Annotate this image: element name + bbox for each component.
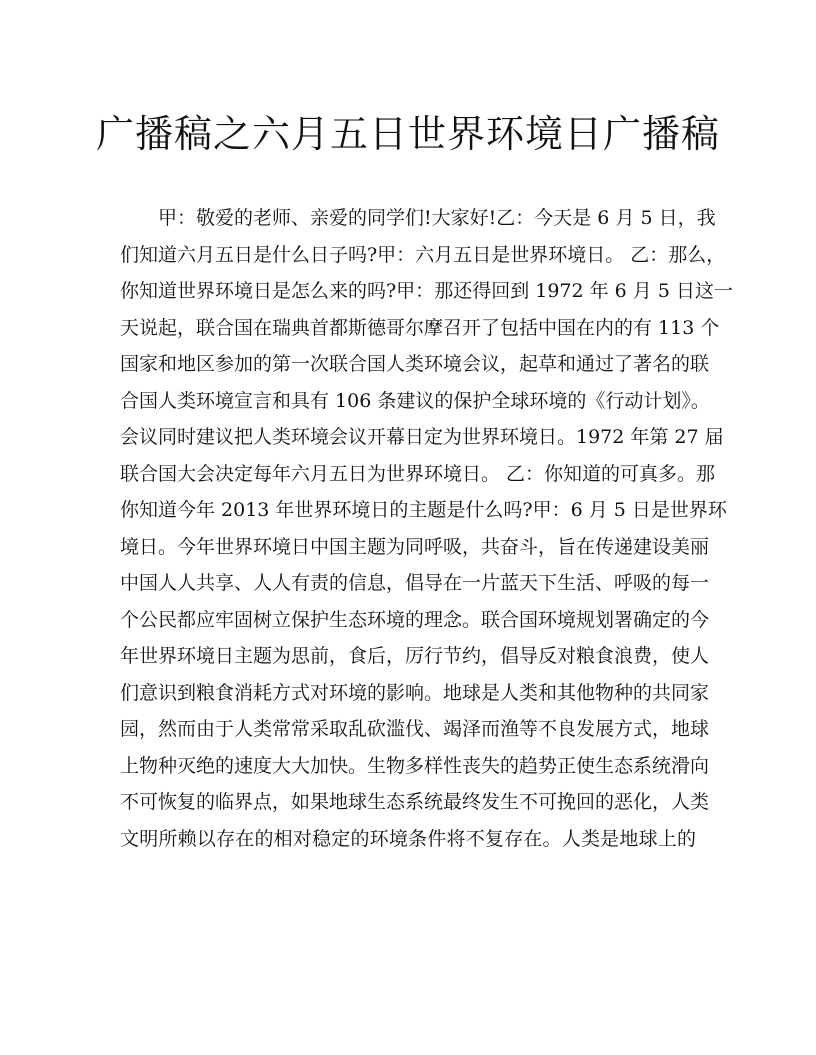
body-line-4: 天说起，联合国在瑞典首都斯德哥尔摩召开了包括中国在内的有 113 个	[120, 316, 720, 339]
body-line-6: 合国人类环境宣言和具有 106 条建议的保护全球环境的《行动计划》。	[120, 389, 710, 412]
body-line-18: 文明所赖以存在的相对稳定的环境条件将不复存在。人类是地球上的	[120, 827, 696, 850]
body-line-3: 你知道世界环境日是怎么来的吗?甲：那还得回到 1972 年 6 月 5 日这一	[120, 280, 733, 302]
body-line-12: 个公民都应牢固树立保护生态环境的理念。联合国环境规划署确定的今	[120, 608, 710, 631]
body-line-7: 会议同时建议把人类环境会议开幕日定为世界环境日。1972 年第 27 届	[120, 426, 724, 448]
document-title: 广播稿之六月五日世界环境日广播稿	[95, 112, 720, 156]
body-line-10: 境日。今年世界环境日中国主题为同呼吸，共奋斗，旨在传递建设美丽	[120, 535, 710, 558]
body-line-15: 园，然而由于人类常常采取乱砍滥伐、竭泽而渔等不良发展方式，地球	[120, 718, 710, 740]
body-line-17: 不可恢复的临界点，如果地球生态系统最终发生不可挽回的恶化，人类	[120, 791, 710, 813]
body-line-8: 联合国大会决定每年六月五日为世界环境日。 乙：你知道的可真多。那	[120, 462, 716, 485]
body-line-11: 中国人人共享、人人有责的信息，倡导在一片蓝天下生活、呼吸的每一	[120, 572, 710, 594]
body-line-1: 甲：敬爱的老师、亲爱的同学们!大家好!乙：今天是 6 月 5 日，我	[158, 207, 716, 229]
body-line-13: 年世界环境日主题为思前，食后，厉行节约，倡导反对粮食浪费，使人	[120, 645, 710, 667]
body-line-9: 你知道今年 2013 年世界环境日的主题是什么吗?甲：6 月 5 日是世界环	[120, 499, 727, 521]
body-line-2: 们知道六月五日是什么日子吗?甲：六月五日是世界环境日。 乙：那么，	[120, 243, 726, 266]
body-line-14: 们意识到粮食消耗方式对环境的影响。地球是人类和其他物种的共同家	[120, 681, 710, 704]
body-line-5: 国家和地区参加的第一次联合国人类环境会议，起草和通过了著名的联	[120, 353, 710, 375]
document-body	[120, 200, 733, 857]
body-line-16: 上物种灭绝的速度大大加快。生物多样性丧失的趋势正使生态系统滑向	[120, 754, 710, 777]
